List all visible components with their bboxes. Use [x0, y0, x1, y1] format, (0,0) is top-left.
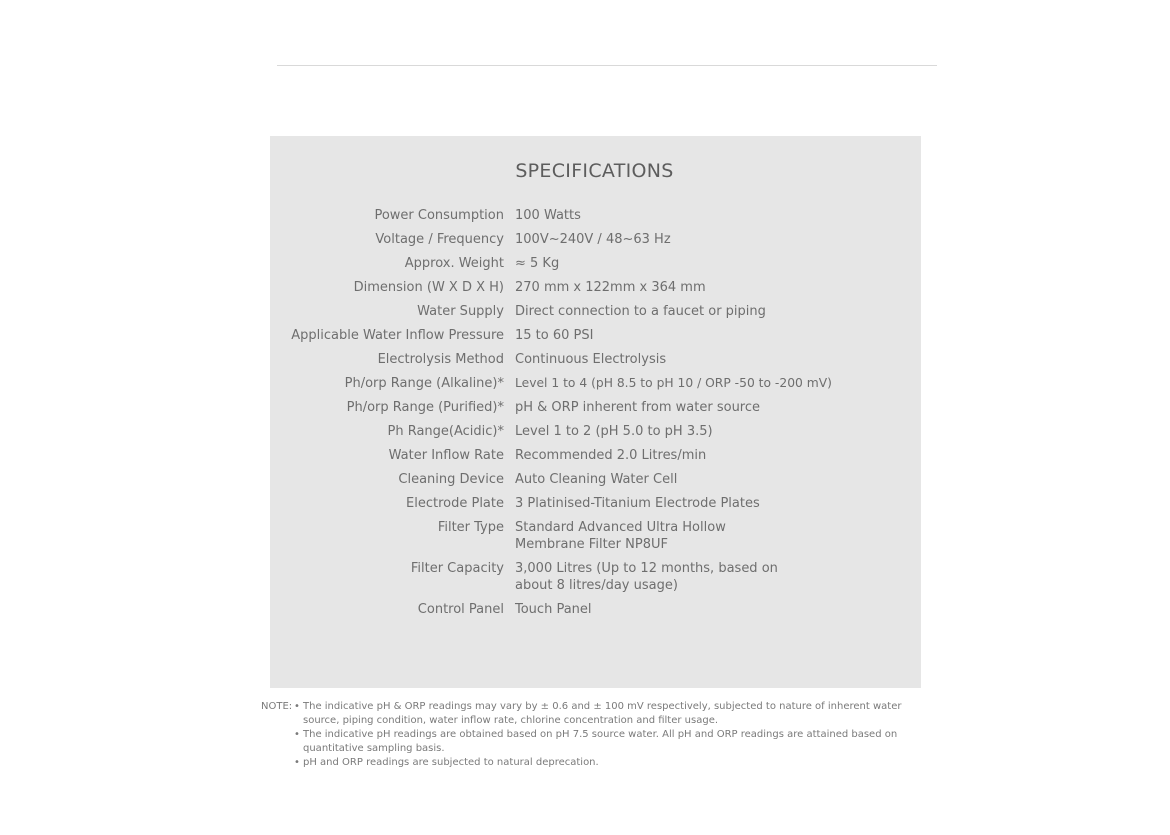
spec-label: Ph/orp Range (Purified)* — [346, 400, 504, 415]
spec-label: Dimension (W X D X H) — [353, 280, 504, 295]
spec-label: Water Inflow Rate — [388, 448, 504, 463]
specifications-title: SPECIFICATIONS — [515, 160, 674, 182]
note-text: The indicative pH & ORP readings may vary by ± 0.6 and ± 100 mV respectively, subjected to nature of inherent water source, piping condition, water inflow rate, chlorine concentration and filter usage. — [303, 701, 902, 726]
note-text: The indicative pH readings are obtained based on pH 7.5 source water. All pH and ORP readings are attained based on quantitative sampling basis. — [303, 729, 898, 754]
spec-value: Continuous Electrolysis — [515, 352, 667, 367]
spec-label: Applicable Water Inflow Pressure — [291, 328, 504, 343]
spec-label: Filter Type — [437, 520, 504, 535]
spec-label: Filter Capacity — [410, 561, 504, 576]
spec-label: Electrode Plate — [406, 496, 504, 511]
spec-value: 100V~240V / 48~63 Hz — [515, 232, 671, 247]
top-divider — [277, 65, 937, 66]
bullet-icon: • — [294, 757, 300, 768]
spec-label: Control Panel — [417, 602, 504, 617]
spec-value: Auto Cleaning Water Cell — [515, 472, 678, 487]
spec-value: Recommended 2.0 Litres/min — [515, 448, 707, 463]
spec-label: Approx. Weight — [404, 256, 504, 271]
spec-value: 270 mm x 122mm x 364 mm — [515, 280, 706, 295]
note-text: pH and ORP readings are subjected to natural deprecation. — [303, 757, 599, 768]
bullet-icon: • — [294, 729, 300, 740]
note-item — [261, 728, 931, 756]
spec-value: Direct connection to a faucet or piping — [515, 304, 766, 319]
spec-label: Ph/orp Range (Alkaline)* — [344, 376, 504, 391]
spec-label: Voltage / Frequency — [375, 232, 504, 247]
spec-value: 3,000 Litres (Up to 12 months, based on about 8 litres/day usage) — [515, 561, 778, 593]
spec-label: Ph Range(Acidic)* — [387, 424, 504, 439]
spec-label: Power Consumption — [374, 208, 504, 223]
spec-value: Level 1 to 2 (pH 5.0 to pH 3.5) — [515, 424, 713, 439]
note-item — [261, 700, 931, 728]
notes-section — [261, 700, 931, 770]
spec-value: Level 1 to 4 (pH 8.5 to pH 10 / ORP -50 to -200 mV) — [515, 376, 832, 390]
spec-label: Water Supply — [417, 304, 504, 319]
bullet-icon: • — [294, 701, 300, 712]
spec-value: 100 Watts — [515, 208, 581, 223]
note-prefix: NOTE: — [261, 701, 293, 712]
spec-value: pH & ORP inherent from water source — [515, 400, 761, 415]
spec-value: 15 to 60 PSI — [515, 328, 594, 343]
spec-value: Standard Advanced Ultra Hollow Membrane Filter NP8UF — [515, 520, 726, 552]
spec-value: ≈ 5 Kg — [515, 256, 560, 271]
spec-label: Electrolysis Method — [377, 352, 504, 367]
spec-label: Cleaning Device — [398, 472, 504, 487]
note-item — [261, 756, 931, 770]
spec-value: 3 Platinised-Titanium Electrode Plates — [515, 496, 760, 511]
spec-value: Touch Panel — [515, 602, 592, 617]
